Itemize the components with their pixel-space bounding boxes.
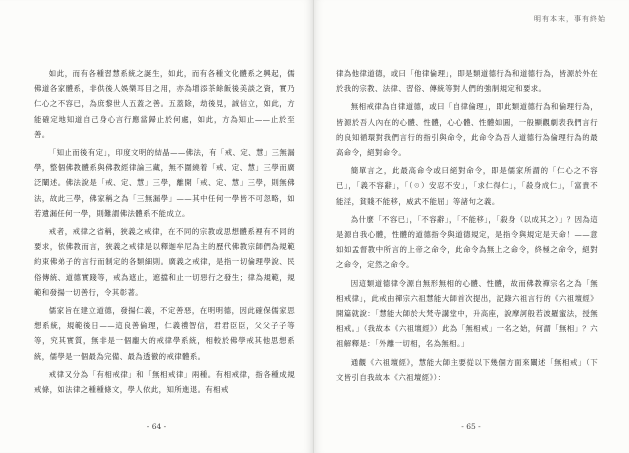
paragraph: 無相戒律為自律道德，或曰「自律倫理」，即此類道德行為和倫理行為，皆源於吾人內在的心體、性體，心心體、性體如圓，一般顯觀劇表我們言行的良知循環對我們言行的指引與命令，此命令為吾人道德行為倫理行為的最高命令，絕對命令。 [336,102,598,158]
page-number: - 64 - [146,422,167,431]
left-page [0,0,314,453]
paragraph: 如此，而有各種習慧系統之誕生，如此，而有各種文化體系之興起，儒佛道各家體系，非供後人娛樂耳目之用，亦為增添茶餘飯後美談之資，實乃仁心之不容已，為庶黎世人五蓋之善。五蓋除，劫後見，誠信立，如此，方能確定地知道自己身心言行應當歸止於何處，如此，方為知止——止於至善。 [34,69,295,139]
paragraph: 因這類道德律令源自無形無相的心體、性體，故而佛教禪宗名之為「無相戒律」，此戒由禪宗六祖慧能大師首次提出，記錄六祖言行的《六祖壇經》開篇就說：「慧能大師於大梵寺講堂中，升高座，說摩訶般若波羅蜜法，授無相戒。」（我故本《六祖壇經》）此為「無相戒」一名之始，何謂「無相」？六祖解釋是：「外離一切相，名為無相。」 [336,278,598,349]
running-head: 明有本末，事有終始 [534,15,606,23]
paragraph: 「知止而後有定」，印度文明的結晶——佛法，有「戒、定、慧」三無漏學，整個佛教體系與佛教經律論三藏，無不圍繞着「戒、定、慧」三學而廣泛闡述。佛法說是「戒、定、慧」三學，離開「戒、定、慧」三學，則無佛法，故此三學，佛家稱之為「三無漏學」——其中任何一學皆不可忽略，如若遺漏任何一學，則難謂佛法體系不能成立。 [34,148,295,218]
paragraph: 儒家旨在建立道德，發揚仁義，不定善惡，在明明德，因此確保儒家思想系統，規範後日——這良善倫理，仁義禮智信，君君臣臣，父父子子等等，究其實質，無非是一個龐大的戒律學系統，相較於佛學戒其他思想系統，儒學是一個最為完備、最為透徹的戒律體系。 [34,306,295,361]
page-number: - 65 - [461,422,481,431]
paragraph: 通觀《六祖壇經》，慧能大師主要從以下幾個方面來闡述「無相戒」（下文皆引自我故本《六祖壇經》）： [336,357,598,382]
paragraph: 律為他律道德，或曰「他律倫理」，即是類道德行為和道德行為，皆源於外在於我的宗教、法律、習俗、傳統等對人們的強制規定和要求。 [336,69,598,94]
paragraph: 戒律又分為「有相戒律」和「無相戒律」兩種。有相戒律，指各種成規戒條，如法律之種種條文，學人依此，知所進退。有相戒 [34,369,295,395]
paragraph: 簡單言之，此最高命令或曰絕對命令，即是儒家所謂的「仁心之不容已」，「義不容辭」，「（☉）安忍不安」，「求仁得仁」，「殺身成仁」，「富貴不能淫，貧賤不能移，威武不能屈」等諸句之義。 [336,166,598,206]
paragraph: 為什麼「不容已」，「不容辭」，「不能移」，「殺身（以成其之）」？因為這是源自我心體，性體的道德指令與道德規定，是指令與規定是天命！——意如如孟督教中所言的上帝之命令，此命令為無上之命令，終極之命令，絕對之命令，定然之命令。 [336,214,598,270]
right-page [314,0,628,453]
paragraph: 戒者，戒律之省稱，狹義之戒律，在不同的宗教或思想體系裡有不同的要求，依佛教而言，狹義之戒律是以釋迦牟尼為主的歷代佛教宗師們為規範約束佛弟子的言行而制定的各類細則。廣義之戒律，是指一切倫理學說、民俗傳統、道德實踐等，戒為遮止，遮擋和止一切惡行之發生；律為規範，規範和發揚一切善行，令其彰著。 [34,227,295,297]
